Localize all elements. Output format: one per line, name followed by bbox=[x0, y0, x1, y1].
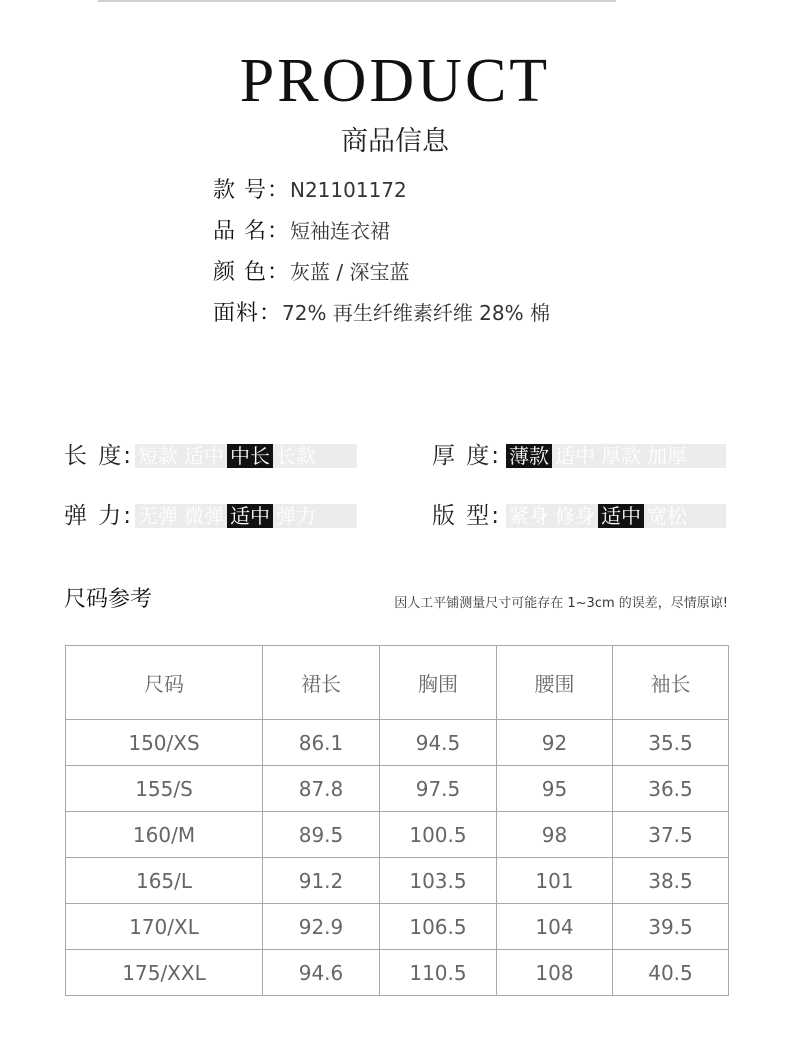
header-dress-length: 裙长 bbox=[263, 646, 380, 720]
table-cell: 36.5 bbox=[613, 766, 729, 812]
info-row-color bbox=[213, 252, 550, 293]
info-row-name bbox=[213, 211, 550, 252]
size-chart-note: 因人工平铺测量尺寸可能存在 1~3cm 的误差，尽情原谅! bbox=[394, 596, 728, 611]
page-subtitle: 商品信息 bbox=[341, 126, 449, 157]
table-cell: 155/S bbox=[66, 766, 263, 812]
table-row bbox=[66, 766, 729, 812]
header-bust: 胸围 bbox=[380, 646, 497, 720]
header-sleeve-length: 袖长 bbox=[613, 646, 729, 720]
top-divider bbox=[98, 0, 616, 2]
table-cell: 35.5 bbox=[613, 720, 729, 766]
table-cell: 104 bbox=[497, 904, 613, 950]
attr-label: 长 度: bbox=[64, 443, 134, 469]
info-value: N21101172 bbox=[290, 178, 407, 202]
attr-options bbox=[506, 444, 726, 468]
attr-option: 修身 bbox=[555, 504, 595, 528]
attr-options bbox=[506, 504, 726, 528]
attr-option: 紧身 bbox=[509, 504, 549, 528]
table-cell: 38.5 bbox=[613, 858, 729, 904]
table-cell: 98 bbox=[497, 812, 613, 858]
attr-option: 无弹 bbox=[138, 504, 178, 528]
info-value: 72% 再生纤维素纤维 28% 棉 bbox=[282, 301, 550, 325]
header-size: 尺码 bbox=[66, 646, 263, 720]
attr-option: 加厚 bbox=[647, 444, 687, 468]
table-cell: 89.5 bbox=[263, 812, 380, 858]
header-waist: 腰围 bbox=[497, 646, 613, 720]
table-cell: 103.5 bbox=[380, 858, 497, 904]
table-row bbox=[66, 858, 729, 904]
info-key: 款 号： bbox=[213, 178, 290, 203]
info-row-style-number bbox=[213, 170, 550, 211]
table-row bbox=[66, 812, 729, 858]
table-cell: 39.5 bbox=[613, 904, 729, 950]
table-cell: 86.1 bbox=[263, 720, 380, 766]
table-cell: 92 bbox=[497, 720, 613, 766]
attr-label: 弹 力: bbox=[64, 503, 134, 529]
info-key: 面料： bbox=[213, 301, 283, 326]
attr-option: 宽松 bbox=[647, 504, 687, 528]
product-info bbox=[213, 170, 550, 334]
table-cell: 110.5 bbox=[380, 950, 497, 996]
table-cell: 37.5 bbox=[613, 812, 729, 858]
table-cell: 101 bbox=[497, 858, 613, 904]
attr-option: 厚款 bbox=[601, 444, 641, 468]
table-cell: 91.2 bbox=[263, 858, 380, 904]
info-value: 灰蓝 / 深宝蓝 bbox=[290, 260, 410, 284]
table-cell: 40.5 bbox=[613, 950, 729, 996]
size-chart-title: 尺码参考 bbox=[64, 587, 153, 612]
attr-option: 适中 bbox=[555, 444, 595, 468]
table-cell: 97.5 bbox=[380, 766, 497, 812]
page-title: PRODUCT bbox=[239, 47, 551, 115]
size-table bbox=[65, 645, 729, 996]
table-cell: 170/XL bbox=[66, 904, 263, 950]
table-row bbox=[66, 950, 729, 996]
table-cell: 160/M bbox=[66, 812, 263, 858]
attr-options bbox=[135, 444, 357, 468]
table-cell: 94.6 bbox=[263, 950, 380, 996]
table-cell: 87.8 bbox=[263, 766, 380, 812]
table-header-row bbox=[66, 646, 729, 720]
attr-option-selected: 中长 bbox=[227, 444, 273, 468]
attr-option: 弹力 bbox=[276, 504, 316, 528]
table-row bbox=[66, 720, 729, 766]
table-cell: 150/XS bbox=[66, 720, 263, 766]
table-cell: 95 bbox=[497, 766, 613, 812]
info-key: 颜 色： bbox=[213, 260, 290, 285]
attr-option: 长款 bbox=[276, 444, 316, 468]
info-key: 品 名： bbox=[213, 219, 290, 244]
table-row bbox=[66, 904, 729, 950]
attr-option: 适中 bbox=[184, 444, 224, 468]
attr-option-selected: 适中 bbox=[598, 504, 644, 528]
info-row-fabric bbox=[213, 293, 550, 334]
table-cell: 165/L bbox=[66, 858, 263, 904]
attr-option-selected: 适中 bbox=[227, 504, 273, 528]
table-cell: 92.9 bbox=[263, 904, 380, 950]
table-cell: 175/XXL bbox=[66, 950, 263, 996]
attr-option: 微弹 bbox=[184, 504, 224, 528]
attr-label: 版 型: bbox=[432, 503, 502, 529]
table-cell: 100.5 bbox=[380, 812, 497, 858]
table-cell: 94.5 bbox=[380, 720, 497, 766]
attr-option-selected: 薄款 bbox=[506, 444, 552, 468]
attr-label: 厚 度: bbox=[432, 443, 502, 469]
table-cell: 108 bbox=[497, 950, 613, 996]
attr-options bbox=[135, 504, 357, 528]
table-cell: 106.5 bbox=[380, 904, 497, 950]
info-value: 短袖连衣裙 bbox=[290, 219, 390, 243]
attr-option: 短款 bbox=[138, 444, 178, 468]
